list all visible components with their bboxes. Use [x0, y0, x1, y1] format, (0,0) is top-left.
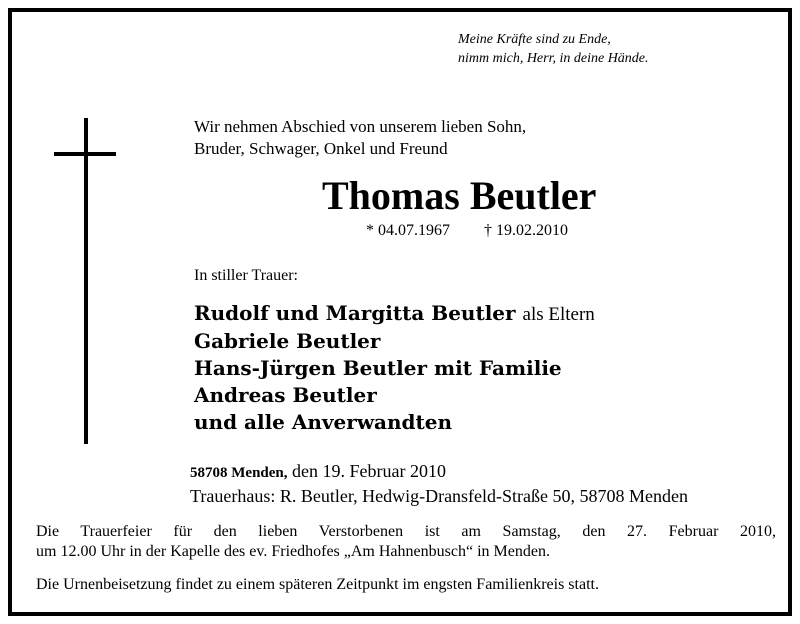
ceremony-line-2: um 12.00 Uhr in der Kapelle des ev. Friedhofes „Am Hahnenbusch“ in Menden. — [36, 543, 550, 560]
mourner-item: und alle Anverwandten — [194, 410, 453, 434]
deceased-name: Thomas Beutler — [322, 173, 597, 218]
mourner-item: Andreas Beutler — [194, 383, 377, 407]
motto-line-2: nimm mich, Herr, in deine Hände. — [458, 51, 649, 66]
birth-date: * 04.07.1967 — [366, 222, 450, 239]
parents-role: als Eltern — [522, 304, 595, 325]
mourner-parents — [194, 300, 595, 328]
mourning-intro: In stiller Trauer: — [194, 267, 298, 284]
urn-burial-info: Die Urnenbeisetzung findet zu einem späteren Zeitpunkt im engsten Familienkreis statt. — [36, 576, 599, 593]
cross-icon — [84, 118, 88, 444]
death-date: † 19.02.2010 — [484, 222, 568, 239]
ceremony-line-1: Die Trauerfeier für den lieben Verstorbenen ist am Samstag, den 27. Februar 2010, — [36, 523, 776, 540]
life-dates — [366, 222, 568, 240]
place-date-line — [190, 460, 688, 485]
mourner-item: Hans-Jürgen Beutler mit Familie — [194, 356, 562, 380]
place-and-date — [190, 460, 688, 508]
farewell-intro — [194, 116, 526, 160]
obituary-notice — [8, 8, 792, 616]
mourner-item: Gabriele Beutler — [194, 329, 381, 353]
intro-line-2: Bruder, Schwager, Onkel und Freund — [194, 139, 448, 158]
motto-line-1: Meine Kräfte sind zu Ende, — [458, 32, 611, 47]
place-city: 58708 Menden, — [190, 465, 288, 481]
mourners-list — [194, 300, 595, 436]
mourning-house: Trauerhaus: R. Beutler, Hedwig-Dransfeld-Straße 50, 58708 Menden — [190, 486, 689, 506]
parents-names: Rudolf und Margitta Beutler — [194, 301, 516, 325]
cross-icon-crossbar — [54, 152, 116, 156]
intro-line-1: Wir nehmen Abschied von unserem lieben Sohn, — [194, 117, 527, 136]
ceremony-info — [36, 522, 776, 562]
motto-verse — [458, 30, 649, 68]
notice-date: den 19. Februar 2010 — [292, 461, 446, 481]
